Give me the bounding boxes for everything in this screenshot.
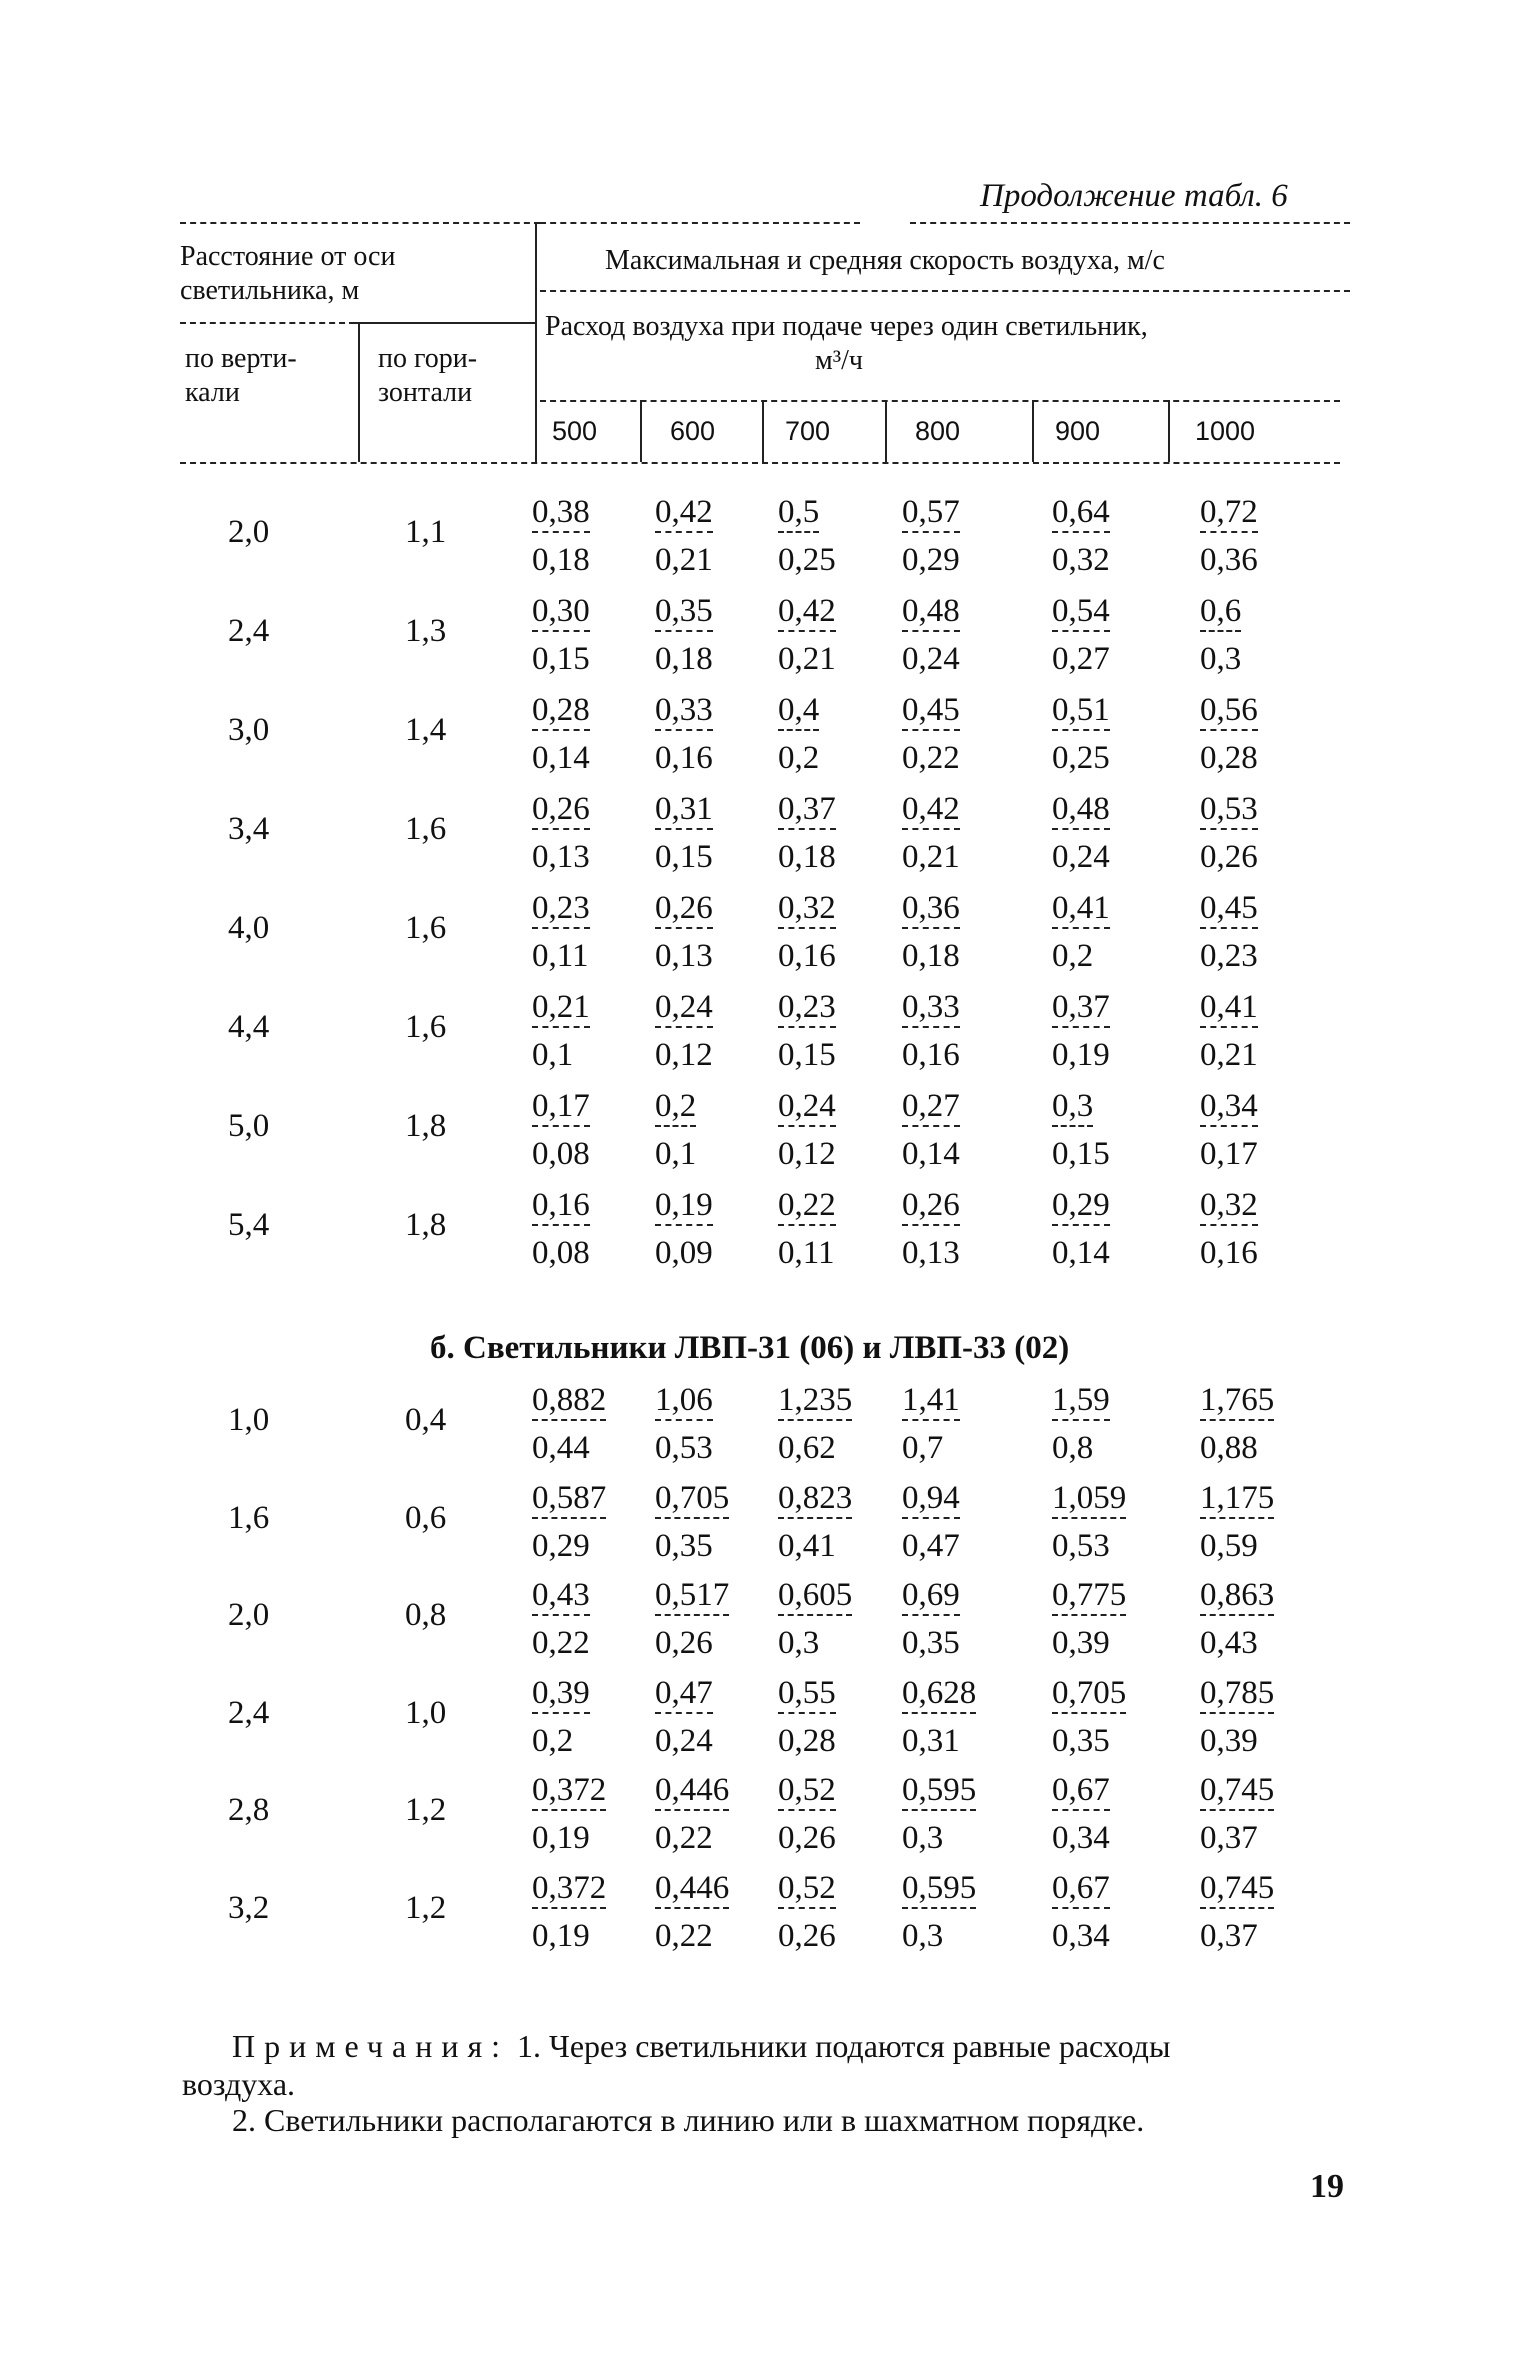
header-divider-main [535,222,537,462]
avg-speed-value: 0,8 [1052,1430,1094,1466]
max-speed-value: 1,59 [1052,1382,1110,1421]
horizontal-distance: 1,6 [405,1009,447,1045]
avg-speed-value: 0,43 [1200,1625,1258,1661]
avg-speed-value: 0,3 [1200,641,1242,677]
avg-speed-value: 0,18 [532,542,590,578]
vertical-distance: 2,4 [228,1694,270,1731]
max-speed-value: 0,35 [655,593,713,632]
max-speed-value: 0,34 [1200,1088,1258,1127]
avg-speed-value: 0,3 [902,1820,944,1856]
max-speed-value: 0,54 [1052,593,1110,632]
avg-speed-value: 0,34 [1052,1820,1110,1856]
note-1-part-a: 1. Через светильники подаются равные расходы [517,2028,1171,2064]
horizontal-header: по гори- зонтали [378,343,478,408]
avg-speed-value: 0,08 [532,1136,590,1172]
page-number: 19 [1310,2168,1344,2205]
horizontal-distance: 1,2 [405,1889,447,1926]
max-speed-value: 0,372 [532,1870,606,1909]
avg-speed-value: 0,13 [655,938,713,974]
avg-speed-value: 0,21 [902,839,960,875]
vertical-distance: 2,4 [228,613,270,649]
avg-speed-value: 0,12 [778,1136,836,1172]
max-speed-value: 0,5 [778,494,819,533]
max-speed-value: 0,43 [532,1577,590,1616]
flow-col-divider-2 [762,400,764,462]
horizontal-distance: 1,0 [405,1694,447,1731]
max-speed-value: 0,48 [902,593,960,632]
avg-speed-value: 0,39 [1052,1625,1110,1661]
max-speed-value: 0,53 [1200,791,1258,830]
avg-speed-value: 0,29 [532,1527,590,1564]
max-speed-value: 0,38 [532,494,590,533]
max-speed-value: 0,823 [778,1480,852,1519]
avg-speed-value: 0,53 [655,1430,713,1466]
max-speed-value: 0,446 [655,1870,729,1909]
avg-speed-value: 0,36 [1200,542,1258,578]
max-speed-value: 0,28 [532,692,590,731]
max-speed-value: 0,785 [1200,1675,1274,1714]
max-speed-value: 0,56 [1200,692,1258,731]
avg-speed-value: 0,15 [778,1037,836,1073]
max-speed-value: 0,23 [532,890,590,929]
max-speed-value: 0,51 [1052,692,1110,731]
notes-label: Примечания: [232,2028,510,2064]
max-speed-value: 0,21 [532,989,590,1028]
max-speed-value: 0,64 [1052,494,1110,533]
max-speed-value: 0,72 [1200,494,1258,533]
max-speed-value: 0,94 [902,1480,960,1519]
max-speed-value: 0,863 [1200,1577,1274,1616]
flow-col-divider-5 [1168,400,1170,462]
avg-speed-value: 0,2 [778,740,820,776]
max-speed-value: 0,55 [778,1675,836,1714]
avg-speed-value: 0,7 [902,1430,944,1466]
horizontal-distance: 0,6 [405,1499,447,1536]
vertical-distance: 3,0 [228,712,270,748]
note-2: 2. Светильники располагаются в линию или в шахматном порядке. [232,2102,1145,2138]
avg-speed-value: 0,16 [1200,1235,1258,1271]
max-speed-value: 0,19 [655,1187,713,1226]
max-speed-value: 0,24 [778,1088,836,1127]
avg-speed-value: 0,12 [655,1037,713,1073]
avg-speed-value: 0,19 [532,1917,590,1954]
avg-speed-value: 0,3 [902,1917,944,1954]
max-speed-value: 0,595 [902,1772,976,1811]
flow-col-divider-4 [1032,400,1034,462]
max-speed-value: 0,595 [902,1870,976,1909]
avg-speed-value: 0,37 [1200,1917,1258,1954]
avg-speed-value: 0,22 [902,740,960,776]
horizontal-distance: 1,4 [405,712,447,748]
avg-speed-value: 0,59 [1200,1527,1258,1564]
vertical-distance: 2,0 [228,1597,270,1633]
avg-speed-value: 0,34 [1052,1917,1110,1954]
avg-speed-value: 0,3 [778,1625,820,1661]
max-speed-value: 0,47 [655,1675,713,1714]
avg-speed-value: 0,35 [1052,1722,1110,1759]
avg-speed-value: 0,22 [655,1820,713,1856]
section-b-title: б. Светильники ЛВП-31 (06) и ЛВП-33 (02) [430,1330,1070,1366]
vertical-distance: 5,0 [228,1108,270,1144]
avg-speed-value: 0,44 [532,1430,590,1466]
avg-speed-value: 0,13 [532,839,590,875]
avg-speed-value: 0,19 [1052,1037,1110,1073]
table-caption: Продолжение табл. 6 [980,178,1288,214]
max-speed-value: 0,42 [655,494,713,533]
avg-speed-value: 0,15 [532,641,590,677]
max-speed-value: 0,26 [655,890,713,929]
vertical-distance: 1,6 [228,1499,270,1536]
avg-speed-value: 0,26 [1200,839,1258,875]
avg-speed-value: 0,11 [778,1235,835,1271]
max-speed-value: 0,605 [778,1577,852,1616]
avg-speed-value: 0,18 [902,938,960,974]
max-speed-value: 0,372 [532,1772,606,1811]
vertical-distance: 5,4 [228,1207,270,1243]
avg-speed-value: 0,15 [655,839,713,875]
max-speed-value: 0,745 [1200,1870,1274,1909]
avg-speed-value: 0,15 [1052,1136,1110,1172]
max-speed-value: 0,22 [778,1187,836,1226]
avg-speed-value: 0,2 [1052,938,1094,974]
header-bottom-rule [180,462,1340,464]
avg-speed-value: 0,23 [1200,938,1258,974]
avg-speed-value: 0,24 [902,641,960,677]
max-speed-value: 0,882 [532,1382,606,1421]
horizontal-distance: 0,8 [405,1597,447,1633]
avg-speed-value: 0,21 [778,641,836,677]
distance-title: Расстояние от оси светильника, м [180,241,396,306]
max-speed-value: 0,705 [655,1480,729,1519]
flow-title: Расход воздуха при подаче через один светильник, м³/ч [545,311,1148,376]
avg-speed-value: 0,47 [902,1527,960,1564]
avg-speed-value: 0,16 [902,1037,960,1073]
avg-speed-value: 0,19 [532,1820,590,1856]
avg-speed-value: 0,29 [902,542,960,578]
note-1-part-b: воздуха. [182,2066,296,2102]
avg-speed-value: 0,25 [778,542,836,578]
max-speed-value: 0,33 [902,989,960,1028]
avg-speed-value: 0,28 [778,1722,836,1759]
max-speed-value: 0,69 [902,1577,960,1616]
max-speed-value: 0,57 [902,494,960,533]
max-speed-value: 0,16 [532,1187,590,1226]
max-speed-value: 0,628 [902,1675,976,1714]
max-speed-value: 0,41 [1200,989,1258,1028]
max-speed-value: 0,26 [902,1187,960,1226]
max-speed-value: 1,765 [1200,1382,1274,1421]
avg-speed-value: 0,11 [532,938,589,974]
vertical-distance: 1,0 [228,1402,270,1438]
avg-speed-value: 0,22 [532,1625,590,1661]
max-speed-value: 0,29 [1052,1187,1110,1226]
avg-speed-value: 0,25 [1052,740,1110,776]
avg-speed-value: 0,14 [532,740,590,776]
max-speed-value: 0,33 [655,692,713,731]
max-speed-value: 0,41 [1052,890,1110,929]
header-top-rule-mid [540,222,860,224]
horizontal-distance: 1,3 [405,613,447,649]
max-speed-value: 0,45 [1200,890,1258,929]
avg-speed-value: 0,16 [778,938,836,974]
avg-speed-value: 0,16 [655,740,713,776]
flow-title-rule [540,400,1340,402]
avg-speed-value: 0,26 [778,1820,836,1856]
flow-col-divider-1 [640,400,642,462]
max-speed-value: 0,446 [655,1772,729,1811]
max-speed-value: 0,17 [532,1088,590,1127]
max-speed-value: 0,37 [778,791,836,830]
max-speed-value: 0,4 [778,692,819,731]
vertical-distance: 4,4 [228,1009,270,1045]
max-speed-value: 0,67 [1052,1870,1110,1909]
vertical-distance: 3,4 [228,811,270,847]
avg-speed-value: 0,37 [1200,1820,1258,1856]
avg-speed-value: 0,2 [532,1722,574,1759]
horizontal-distance: 0,4 [405,1402,447,1438]
notes-line-1 [232,2028,1170,2065]
max-speed-value: 0,32 [778,890,836,929]
horizontal-distance: 1,8 [405,1207,447,1243]
speed-title-rule [540,290,1350,292]
avg-speed-value: 0,1 [532,1037,574,1073]
max-speed-value: 0,48 [1052,791,1110,830]
max-speed-value: 0,705 [1052,1675,1126,1714]
max-speed-value: 0,23 [778,989,836,1028]
distance-sub-rule [180,322,355,324]
max-speed-value: 0,52 [778,1772,836,1811]
vertical-distance: 4,0 [228,910,270,946]
avg-speed-value: 0,88 [1200,1430,1258,1466]
flow-col-divider-3 [885,400,887,462]
distance-sub-rule-right [355,322,535,324]
avg-speed-value: 0,28 [1200,740,1258,776]
max-speed-value: 0,745 [1200,1772,1274,1811]
avg-speed-value: 0,13 [902,1235,960,1271]
vertical-horizontal-divider [358,322,360,462]
max-speed-value: 0,42 [902,791,960,830]
avg-speed-value: 0,26 [778,1917,836,1954]
horizontal-distance: 1,6 [405,811,447,847]
avg-speed-value: 0,14 [1052,1235,1110,1271]
max-speed-value: 1,41 [902,1382,960,1421]
vertical-distance: 2,0 [228,514,270,550]
max-speed-value: 1,059 [1052,1480,1126,1519]
max-speed-value: 0,517 [655,1577,729,1616]
avg-speed-value: 0,32 [1052,542,1110,578]
max-speed-value: 0,6 [1200,593,1241,632]
max-speed-value: 0,3 [1052,1088,1093,1127]
avg-speed-value: 0,21 [1200,1037,1258,1073]
avg-speed-value: 0,18 [655,641,713,677]
header-top-rule-right [910,222,1350,224]
vertical-header: по верти- кали [185,343,297,408]
avg-speed-value: 0,31 [902,1722,960,1759]
vertical-distance: 2,8 [228,1792,270,1828]
avg-speed-value: 0,21 [655,542,713,578]
avg-speed-value: 0,22 [655,1917,713,1954]
max-speed-value: 0,37 [1052,989,1110,1028]
avg-speed-value: 0,41 [778,1527,836,1564]
horizontal-distance: 1,6 [405,910,447,946]
max-speed-value: 1,175 [1200,1480,1274,1519]
horizontal-distance: 1,8 [405,1108,447,1144]
max-speed-value: 0,45 [902,692,960,731]
max-speed-value: 1,06 [655,1382,713,1421]
header-top-rule-left [180,222,540,224]
avg-speed-value: 0,14 [902,1136,960,1172]
avg-speed-value: 0,35 [655,1527,713,1564]
avg-speed-value: 0,18 [778,839,836,875]
avg-speed-value: 0,27 [1052,641,1110,677]
horizontal-distance: 1,1 [405,514,447,550]
max-speed-value: 0,52 [778,1870,836,1909]
avg-speed-value: 0,24 [655,1722,713,1759]
avg-speed-value: 0,26 [655,1625,713,1661]
avg-speed-value: 0,62 [778,1430,836,1466]
horizontal-distance: 1,2 [405,1792,447,1828]
max-speed-value: 1,235 [778,1382,852,1421]
avg-speed-value: 0,24 [1052,839,1110,875]
avg-speed-value: 0,09 [655,1235,713,1271]
vertical-distance: 3,2 [228,1889,270,1926]
max-speed-value: 0,24 [655,989,713,1028]
max-speed-value: 0,67 [1052,1772,1110,1811]
max-speed-value: 0,775 [1052,1577,1126,1616]
avg-speed-value: 0,17 [1200,1136,1258,1172]
avg-speed-value: 0,08 [532,1235,590,1271]
avg-speed-value: 0,39 [1200,1722,1258,1759]
avg-speed-value: 0,35 [902,1625,960,1661]
speed-title: Максимальная и средняя скорость воздуха, м/с [605,245,1165,276]
max-speed-value: 0,39 [532,1675,590,1714]
max-speed-value: 0,26 [532,791,590,830]
avg-speed-value: 0,1 [655,1136,697,1172]
max-speed-value: 0,27 [902,1088,960,1127]
max-speed-value: 0,32 [1200,1187,1258,1226]
max-speed-value: 0,42 [778,593,836,632]
max-speed-value: 0,2 [655,1088,696,1127]
max-speed-value: 0,36 [902,890,960,929]
max-speed-value: 0,587 [532,1480,606,1519]
max-speed-value: 0,31 [655,791,713,830]
avg-speed-value: 0,53 [1052,1527,1110,1564]
max-speed-value: 0,30 [532,593,590,632]
